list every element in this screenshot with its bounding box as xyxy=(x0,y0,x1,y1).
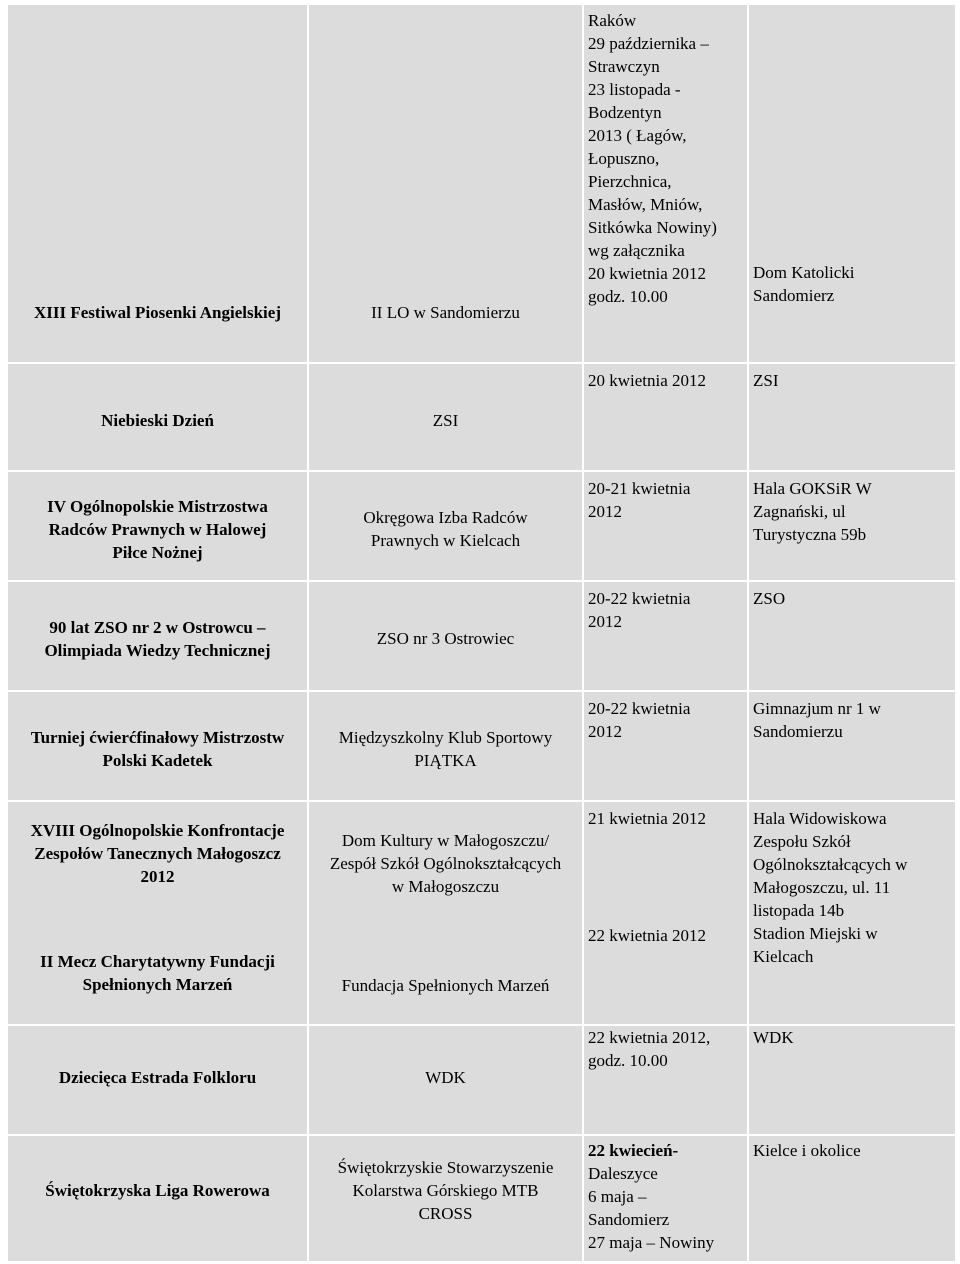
place-cell xyxy=(748,471,956,581)
place-line: Sandomierzu xyxy=(753,722,843,741)
date-line: 20-21 kwietnia xyxy=(588,479,691,498)
place-cell xyxy=(748,363,956,471)
event-name: Niebieski Dzień xyxy=(101,411,214,430)
place-line: Gimnazjum nr 1 w xyxy=(753,699,881,718)
organizer-cell xyxy=(308,4,583,363)
organizer-name: CROSS xyxy=(418,1204,473,1223)
place-line: ZSI xyxy=(753,371,779,390)
organizer-cell xyxy=(308,1135,583,1262)
date-line: 20-22 kwietnia xyxy=(588,699,691,718)
organizer-cell xyxy=(308,801,583,1025)
spacer xyxy=(309,898,582,974)
place-line: Hala GOKSiR W xyxy=(753,479,872,498)
event-name: Olimpiada Wiedzy Technicznej xyxy=(44,641,271,660)
date-cell xyxy=(583,363,748,471)
place-line: Sandomierz xyxy=(753,286,835,305)
place-line: Małogoszczu, ul. 11 xyxy=(753,878,891,897)
organizer-name: Świętokrzyskie Stowarzyszenie xyxy=(337,1158,554,1177)
place-line: WDK xyxy=(753,1028,794,1047)
date-heading: 22 kwiecień- xyxy=(588,1141,679,1160)
table-row xyxy=(7,581,956,691)
event-name: Radców Prawnych w Halowej xyxy=(48,520,267,539)
date-line: Łopuszno, xyxy=(588,149,660,168)
place-line: Zespołu Szkół xyxy=(753,832,851,851)
event-cell xyxy=(7,4,308,363)
date-line: 20 kwietnia 2012 xyxy=(588,264,707,283)
organizer-name: Zespół Szkół Ogólnokształcących xyxy=(329,854,562,873)
event-name: IV Ogólnopolskie Mistrzostwa xyxy=(47,497,268,516)
event-cell xyxy=(7,1025,308,1135)
place-line: listopada 14b xyxy=(753,901,845,920)
date-line: Masłów, Mniów, xyxy=(588,195,703,214)
date-line: 21 kwietnia 2012 xyxy=(588,809,707,828)
organizer-name: WDK xyxy=(425,1068,466,1087)
date-line: 22 kwietnia 2012, xyxy=(588,1028,711,1047)
organizer-name: w Małogoszczu xyxy=(391,877,500,896)
place-line: Turystyczna 59b xyxy=(753,525,867,544)
date-cell xyxy=(583,801,748,1025)
spacer xyxy=(8,888,307,950)
organizer-cell xyxy=(308,471,583,581)
organizer-cell xyxy=(308,363,583,471)
place-line: Dom Katolicki xyxy=(753,263,855,282)
organizer-name: ZSO nr 3 Ostrowiec xyxy=(376,629,515,648)
date-line: Sandomierz xyxy=(588,1210,670,1229)
table-row xyxy=(7,4,956,363)
event-name: XIII Festiwal Piosenki Angielskiej xyxy=(34,303,281,322)
place-line: Kielcach xyxy=(753,947,814,966)
place-cell xyxy=(748,1135,956,1262)
table-row xyxy=(7,801,956,1025)
table-row xyxy=(7,1135,956,1262)
event-name: Świętokrzyska Liga Rowerowa xyxy=(45,1181,270,1200)
date-cell xyxy=(583,581,748,691)
date-line: Daleszyce xyxy=(588,1164,658,1183)
event-name: 90 lat ZSO nr 2 w Ostrowcu – xyxy=(49,618,266,637)
table-row xyxy=(7,1025,956,1135)
event-name: XVIII Ogólnopolskie Konfrontacje xyxy=(30,821,285,840)
table-row xyxy=(7,691,956,801)
event-name: Piłce Nożnej xyxy=(112,543,203,562)
organizer-name: Prawnych w Kielcach xyxy=(370,531,521,550)
date-line: 22 kwietnia 2012 xyxy=(588,926,707,945)
date-line: Pierzchnica, xyxy=(588,172,672,191)
event-name: II Mecz Charytatywny Fundacji xyxy=(40,952,275,971)
organizer-cell xyxy=(308,1025,583,1135)
date-line: Sitkówka Nowiny) xyxy=(588,218,717,237)
organizer-name: Dom Kultury w Małogoszczu/ xyxy=(341,831,550,850)
place-cell xyxy=(748,691,956,801)
place-line: Zagnański, ul xyxy=(753,502,846,521)
date-line: 29 października – xyxy=(588,34,709,53)
organizer-name: Międzyszkolny Klub Sportowy xyxy=(338,728,553,747)
date-cell xyxy=(583,1025,748,1135)
event-cell xyxy=(7,363,308,471)
event-name: Turniej ćwierćfinałowy Mistrzostw xyxy=(30,728,285,747)
place-line: Ogólnokształcących w xyxy=(753,855,908,874)
date-line: 2012 xyxy=(588,612,622,631)
date-line: Strawczyn xyxy=(588,57,660,76)
date-line: 27 maja – Nowiny xyxy=(588,1233,715,1252)
date-line: Bodzentyn xyxy=(588,103,662,122)
event-name: Polski Kadetek xyxy=(102,751,213,770)
place-cell xyxy=(748,4,956,363)
date-cell xyxy=(583,691,748,801)
event-name: Zespołów Tanecznych Małogoszcz xyxy=(34,844,281,863)
place-line: Hala Widowiskowa xyxy=(753,809,887,828)
organizer-name: PIĄTKA xyxy=(414,751,477,770)
date-line: godz. 10.00 xyxy=(588,287,668,306)
date-cell xyxy=(583,471,748,581)
event-cell xyxy=(7,471,308,581)
events-table xyxy=(6,3,957,1263)
event-name: Dziecięca Estrada Folkloru xyxy=(58,1068,257,1087)
organizer-name: Kolarstwa Górskiego MTB xyxy=(352,1181,539,1200)
date-line: 20 kwietnia 2012 xyxy=(588,371,707,390)
place-line: ZSO xyxy=(753,589,786,608)
place-line: Kielce i okolice xyxy=(753,1141,861,1160)
event-name: 2012 xyxy=(140,867,175,886)
table-row xyxy=(7,363,956,471)
date-line: 6 maja – xyxy=(588,1187,647,1206)
date-line: 2013 ( Łagów, xyxy=(588,126,687,145)
organizer-name: Fundacja Spełnionych Marzeń xyxy=(341,976,550,995)
date-cell xyxy=(583,1135,748,1262)
organizer-cell xyxy=(308,691,583,801)
event-name: Spełnionych Marzeń xyxy=(82,975,233,994)
date-line: 20-22 kwietnia xyxy=(588,589,691,608)
organizer-name: Okręgowa Izba Radców xyxy=(363,508,528,527)
date-line: 2012 xyxy=(588,502,622,521)
date-line: Raków xyxy=(588,11,637,30)
organizer-name: ZSI xyxy=(432,411,459,430)
event-cell xyxy=(7,1135,308,1262)
event-cell xyxy=(7,581,308,691)
date-line: godz. 10.00 xyxy=(588,1051,668,1070)
spacer xyxy=(588,830,743,924)
organizer-name: II LO w Sandomierzu xyxy=(371,303,520,322)
event-cell xyxy=(7,691,308,801)
date-cell xyxy=(583,4,748,363)
place-cell xyxy=(748,1025,956,1135)
date-line: wg załącznika xyxy=(588,241,685,260)
table-row xyxy=(7,471,956,581)
place-cell xyxy=(748,801,956,1025)
date-line: 23 listopada - xyxy=(588,80,681,99)
place-cell xyxy=(748,581,956,691)
event-cell xyxy=(7,801,308,1025)
place-line: Stadion Miejski w xyxy=(753,924,878,943)
date-line: 2012 xyxy=(588,722,622,741)
organizer-cell xyxy=(308,581,583,691)
